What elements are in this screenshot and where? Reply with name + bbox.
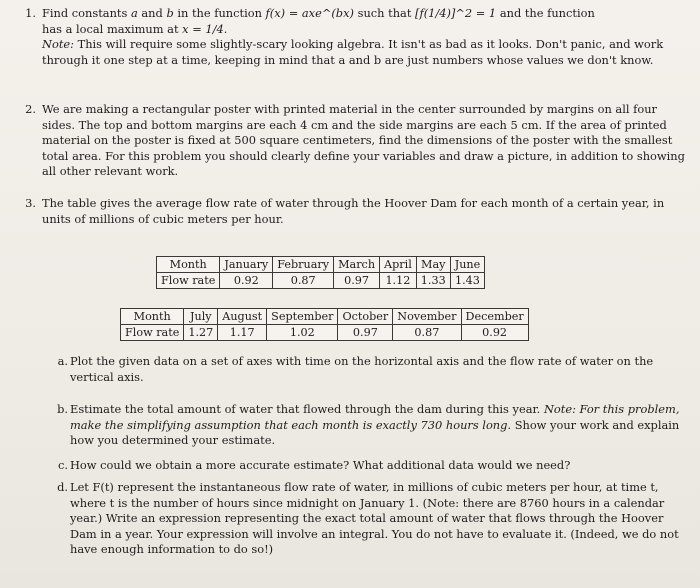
flow-table-jan-jun (156, 256, 485, 289)
table-cell: March (334, 257, 380, 273)
table-cell: January (220, 257, 273, 273)
problem-1-note: Note: This will require some slightly-scary looking algebra. It isn't as bad as it looks. Don't panic, and work through it one step at a time, keeping in mind that a and b are just numbers whose values we don't know. (42, 37, 664, 67)
problem-1 (14, 6, 690, 68)
subpart-label: b. (57, 402, 68, 416)
table-row (121, 325, 529, 341)
table-row (157, 273, 485, 289)
problem-number: 1. (25, 6, 36, 20)
function-expression: f(x) = axe^(bx) (265, 6, 354, 20)
table-cell: 0.97 (334, 273, 380, 289)
condition-expression: [f(1/4)]^2 = 1 (415, 6, 497, 20)
table-cell: 0.97 (338, 325, 393, 341)
problem-2-text: We are making a rectangular poster with printed material in the center surrounded by margins on all four sides. The top and bottom margins are each 4 cm and the side margins are each 5 cm. If the area of printed material on the poster is fixed at 500 square centimeters, find the dimensions of the poster with the smallest total area. For this problem you should clearly define your variables and draw a picture, in addition to showing all other relevant work. (42, 102, 685, 179)
table-cell: July (184, 309, 218, 325)
row-header: Flow rate (157, 273, 220, 289)
problem-3 (14, 196, 690, 227)
problem-1-line-1: Find constants a and b in the function f(x) = axe^(bx) such that [f(1/4)]^2 = 1 and the function (42, 6, 595, 20)
row-header: Month (121, 309, 184, 325)
table-cell: November (393, 309, 461, 325)
subpart-b-note: Note: For this problem, make the simplifying assumption that each month is exactly 730 hours long. (70, 402, 680, 432)
problem-2 (14, 102, 690, 180)
table-cell: April (380, 257, 417, 273)
table-cell: 0.92 (220, 273, 273, 289)
subpart-c: c. How could we obtain a more accurate estimate? What additional data would we need? (70, 458, 680, 474)
table-cell: September (267, 309, 338, 325)
max-point: x = 1/4. (182, 21, 228, 36)
table-cell: June (450, 257, 485, 273)
table-row (121, 309, 529, 325)
problem-1-line-2: has a local maximum at x = 1/4. (42, 21, 228, 36)
subpart-d: d. Let F(t) represent the instantaneous flow rate of water, in millions of cubic meters per hour, at time t, where t is the number of hours since midnight on January 1. (Note: there are 8760 hours in a calendar year.) Write an expression representing the exact total amount of water that flows through the Hoover Dam in a year. Your expression will involve an integral. You do not have to evaluate it. (Indeed, we do not have enough information to do so!) (70, 480, 680, 558)
row-header: Month (157, 257, 220, 273)
table-cell: 1.12 (380, 273, 417, 289)
table-cell: December (461, 309, 528, 325)
table-cell: 1.43 (450, 273, 485, 289)
flow-table-jul-dec (120, 308, 529, 341)
table-cell: 0.92 (461, 325, 528, 341)
table-cell: 1.17 (218, 325, 267, 341)
table-cell: October (338, 309, 393, 325)
table-cell: 1.27 (184, 325, 218, 341)
problem-number: 2. (25, 102, 36, 116)
table-cell: 1.02 (267, 325, 338, 341)
subpart-label: a. (57, 354, 68, 368)
table-cell: February (273, 257, 334, 273)
problem-3-text: The table gives the average flow rate of water through the Hoover Dam for each month of a certain year, in units of millions of cubic meters per hour. (42, 196, 665, 226)
row-header: Flow rate (121, 325, 184, 341)
table-cell: 0.87 (393, 325, 461, 341)
table-cell: August (218, 309, 267, 325)
table-cell: 0.87 (273, 273, 334, 289)
subpart-b: b. Estimate the total amount of water that flowed through the dam during this year. Note: For this problem, make the simplifying assumption that each month is exactly 730 hours long. Show your work and explain how you determined your estimate. (70, 402, 680, 449)
table-row (157, 257, 485, 273)
table-cell: 1.33 (416, 273, 450, 289)
table-cell: May (416, 257, 450, 273)
subpart-label: d. (57, 480, 68, 494)
subpart-a: a. Plot the given data on a set of axes with time on the horizontal axis and the flow rate of water on the vertical axis. (70, 354, 680, 385)
subpart-label: c. (57, 458, 68, 472)
problem-number: 3. (25, 196, 36, 210)
